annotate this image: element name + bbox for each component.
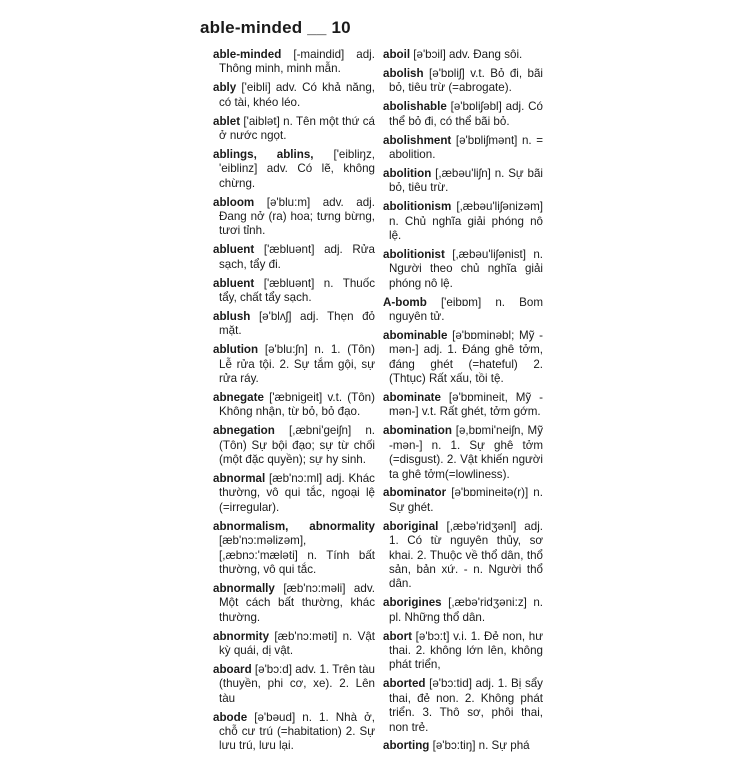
dictionary-entry — [383, 391, 543, 420]
entry-definition: [æb'nɔ:məti] n. Vật kỳ quái, dị vật. — [219, 629, 375, 658]
dictionary-entry — [213, 630, 375, 659]
entry-definition: [ə'blu:ʃn] n. 1. (Tôn) Lễ rửa tội. 2. Sự tắm gội, sự rửa ráy. — [219, 343, 375, 386]
dictionary-entry — [213, 48, 375, 77]
dictionary-entry — [383, 424, 543, 482]
entry-definition: [æb'nɔ:ml] adj. Khác thường, vô qui tắc, ngoại lệ (=irregular). — [219, 472, 375, 514]
dictionary-entry — [213, 520, 375, 578]
dictionary-entry — [383, 630, 543, 673]
entry-headword: abnormal — [213, 472, 266, 486]
entry-definition: [ə'bɒmineitə(r)] n. Sự ghét. — [389, 486, 543, 514]
entry-definition: [ə'bɒliʃ] v.t. Bỏ đi, bãi bỏ, tiêu trừ (=abrogate). — [389, 66, 543, 95]
entry-headword: aborigines — [383, 596, 442, 610]
entry-headword: abolishable — [383, 100, 447, 114]
dictionary-entry — [213, 243, 375, 272]
entry-headword: ablush — [213, 310, 251, 323]
entry-definition: ['eibli] adv. Có khả năng, có tài, khéo léo. — [219, 81, 375, 109]
dictionary-entry — [213, 148, 375, 191]
entry-definition: ['æbnigeit] v.t. (Tôn) Không nhận, từ bỏ, bỏ đạo. — [219, 391, 375, 419]
entry-headword: A-bomb — [383, 295, 427, 309]
entry-definition: ['æbluənt] n. Thuốc tẩy, chất tẩy sạch. — [219, 276, 375, 305]
entry-headword: abominate — [383, 391, 441, 405]
page-header: able-minded __ 10 — [200, 18, 351, 37]
entry-headword: abominator — [383, 486, 447, 500]
dictionary-entry — [383, 296, 543, 325]
entry-headword: abnegate — [213, 391, 264, 405]
entry-headword: abloom — [213, 195, 255, 209]
entry-definition: [ə'bɒmineit, Mỹ -mən-] v.t. Rất ghét, tởm gớm. — [389, 391, 543, 419]
dictionary-entry — [213, 277, 375, 306]
entry-definition: ['eibɒm] n. Bom nguyên tử. — [389, 295, 543, 323]
entry-definition: [-maindid] adj. Thông minh, minh mẫn. — [219, 48, 375, 76]
entry-headword: aborted — [383, 677, 426, 691]
entry-headword: aboriginal — [383, 519, 439, 533]
dictionary-entry — [213, 424, 375, 467]
dictionary-entry — [213, 711, 375, 754]
entry-definition: [ə'bɒminəbl; Mỹ -mən-] adj. 1. Đáng ghê tởm, đáng ghét (=hateful) 2. (Thtục) Rất xấu, tồi tệ. — [389, 328, 543, 386]
entry-definition: [ə'blʌʃ] adj. Thẹn đỏ mặt. — [219, 310, 375, 338]
entry-definition: [ə'bɔ:t] v.i. 1. Đẻ non, hư thai. 2. không lớn lên, không phát triển, — [389, 629, 543, 672]
entry-definition: [ə'bɒliʃmənt] n. = abolition. — [389, 133, 543, 161]
entry-definition: [,æbəu'liʃn] n. Sự bãi bỏ, tiêu trừ. — [389, 166, 543, 195]
dictionary-entry — [383, 167, 543, 196]
entry-headword: abluent — [213, 276, 255, 290]
entry-headword: abluent — [213, 243, 255, 257]
dictionary-entry — [213, 663, 375, 706]
entry-definition: [ə'bɔil] adv. Đang sôi. — [413, 48, 523, 61]
dictionary-entry — [213, 115, 375, 144]
entry-definition: [ə'bəud] n. 1. Nhà ở, chỗ cư trú (=habitation) 2. Sự lưu trú, lưu lại. — [219, 710, 375, 753]
left-column — [213, 48, 375, 758]
entry-headword: abnormally — [213, 581, 275, 595]
entry-headword: abort — [383, 629, 412, 643]
entry-definition: [ə,bɒmi'neiʃn, Mỹ -mən-] n. 1. Sự ghê tởm (=disgust). 2. Vật khiến người ta ghê tởm(=lowliness). — [389, 424, 543, 481]
dictionary-entry — [213, 472, 375, 515]
dictionary-entry — [383, 248, 543, 291]
entry-definition: [,æbə'ridʒəni:z] n. pl. Những thổ dân. — [389, 596, 543, 624]
dictionary-entry — [213, 310, 375, 339]
entry-headword: ablings, ablins, — [213, 147, 314, 161]
dictionary-entry — [383, 48, 543, 62]
entry-headword: abolish — [383, 66, 424, 80]
entry-definition: [,æbni'geiʃn] n. (Tôn) Sự bội đạo; sự từ chối (một đặc quyền); sự hy sinh. — [219, 424, 375, 467]
dictionary-entry — [213, 81, 375, 110]
entry-headword: abnormalism, abnormality — [213, 519, 375, 533]
dictionary-entry — [383, 200, 543, 243]
entry-headword: abolition — [383, 166, 432, 180]
entry-headword: ably — [213, 81, 237, 95]
dictionary-entry — [383, 329, 543, 387]
entry-headword: ablution — [213, 343, 259, 357]
entry-headword: ablet — [213, 114, 241, 128]
dictionary-entry — [383, 520, 543, 592]
entry-headword: aboil — [383, 48, 411, 61]
entry-definition: [ə'bɔ:d] adv. 1. Trên tàu (thuyền, phi cơ, xe). 2. Lên tàu — [219, 662, 375, 705]
entry-definition: [æb'nɔ:məlizəm], [,æbnɔ:'mæləti] n. Tính bất thường, vô qui tắc. — [219, 534, 375, 576]
dictionary-entry — [383, 596, 543, 625]
right-column — [383, 48, 543, 758]
entry-definition: ['aiblət] n. Tên một thứ cá ở nước ngọt. — [219, 114, 375, 143]
entry-headword: abomination — [383, 424, 452, 438]
entry-headword: abnormity — [213, 629, 270, 643]
entry-definition: [ə'bɔ:tid] adj. 1. Bị sẩy thai, đẻ non. 2. Không phát triển. 3. Thô sơ, phôi thai, non trẻ. — [389, 677, 543, 734]
entry-headword: aborting — [383, 739, 430, 753]
entry-headword: aboard — [213, 662, 252, 676]
entry-headword: abominable — [383, 328, 448, 342]
dictionary-entry — [383, 134, 543, 163]
dictionary-entry — [383, 739, 543, 753]
dictionary-entry — [383, 67, 543, 96]
entry-headword: abolishment — [383, 133, 452, 147]
entry-headword: abode — [213, 710, 248, 724]
entry-definition: [ə'blu:m] adv. adj. Đang nở (ra) hoa; tưng bừng, tươi tỉnh. — [219, 195, 375, 238]
entry-headword: abolitionism — [383, 200, 452, 214]
entry-headword: abnegation — [213, 424, 275, 438]
entry-definition: [ə'bɔ:tiŋ] n. Sự phá — [432, 739, 530, 753]
dictionary-entry — [213, 196, 375, 239]
entry-definition: ['eibliŋz, 'eiblinz] adv. Có lẽ, không chừng. — [219, 147, 375, 190]
dictionary-entry — [213, 391, 375, 420]
dictionary-entry — [213, 343, 375, 386]
entry-headword: able-minded — [213, 48, 282, 61]
entry-definition: [,æbə'ridʒənl] adj. 1. Có từ nguyên thủy, sơ khai. 2. Thuộc về thổ dân, thổ sản, bản xứ. - n. Người thổ dân. — [389, 519, 543, 591]
dictionary-entry — [383, 100, 543, 129]
entry-definition: ['æbluənt] adj. Rửa sạch, tẩy đi. — [219, 243, 375, 271]
entry-headword: abolitionist — [383, 247, 445, 261]
entry-definition: [ə'bɒliʃəbl] adj. Có thể bỏ đi, có thể bãi bỏ. — [389, 100, 543, 128]
entry-definition: [,æbəu'liʃənist] n. Người theo chủ nghĩa giải phóng nô lệ. — [389, 247, 543, 290]
dictionary-entry — [383, 486, 543, 515]
dictionary-entry — [213, 582, 375, 625]
entry-definition: [,æbəu'liʃənizəm] n. Chủ nghĩa giải phóng nô lệ. — [389, 200, 543, 242]
dictionary-entry — [383, 677, 543, 735]
entry-definition: [æb'nɔ:məli] adv. Một cách bất thường, khác thường. — [219, 581, 375, 624]
